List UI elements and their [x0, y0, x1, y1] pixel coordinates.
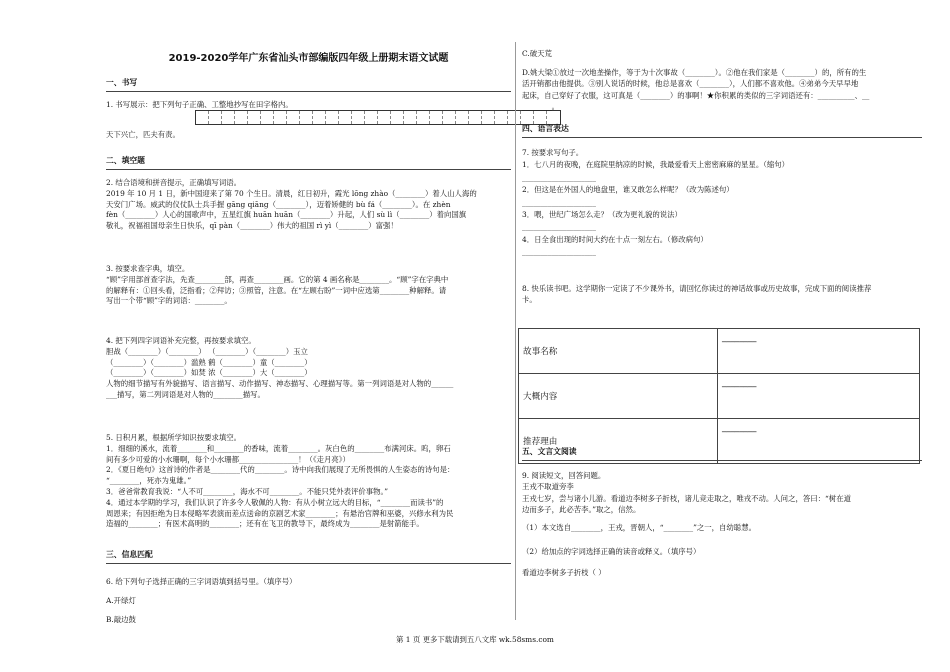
- writing-grid-row: [106, 110, 511, 130]
- row-label: 故事名称: [519, 329, 718, 374]
- question-line: 6. 给下列句子选择正确的三字词语填到括号里。（填序号）: [106, 577, 297, 586]
- question-7: [522, 147, 922, 259]
- option-b: B.敲边鼓: [106, 615, 136, 624]
- question-line: 天安门广场。威武的仪仗队士兵手握 gāng qiāng（________），迈着矫健的 bù fá（________）。在 zhèn: [106, 199, 451, 209]
- question-line: 2019 年 10 月 1 日，新中国迎来了第 70 个生日。清晨，红日初升，霞光 lōng zhào（________）着人山人海的: [106, 188, 477, 198]
- question-2: [106, 178, 511, 232]
- question-line: 1. 书写展示：把下列句子正确、工整地抄写在田字格内。: [106, 100, 293, 109]
- question-line: ___描写，第二列词语是对人物的________描写。: [106, 389, 265, 399]
- page-footer: 第 1 页 更多下载请到五八文库 wk.58sms.com: [396, 635, 554, 644]
- row-value[interactable]: ________: [718, 374, 920, 419]
- question-line: 5. 日积月累，根据所学知识按要求填空。: [106, 433, 242, 442]
- passage-line: 王戎七岁，尝与诸小儿游。看道边李树多子折枝，诸儿竞走取之，唯戎不动。人问之，答曰：“树在道: [522, 493, 851, 503]
- answer-line[interactable]: ____________________: [522, 197, 596, 207]
- question-line: 周恩来；有因拒绝为日本侵略军表演而差点送命的京剧艺术家________；有悬治官牌和巫婆，兴修水利为民: [106, 508, 454, 518]
- question-line: 4．日全食出现的时间大约在十点一刻左右。（修改病句）: [522, 234, 708, 244]
- question-line: 7. 按要求写句子。: [522, 148, 584, 157]
- section-heading-matching: 三、信息匹配: [106, 550, 511, 564]
- row-label: 大概内容: [519, 374, 718, 419]
- question-line: 胆战（________）（________） （________）（________）玉立: [106, 346, 308, 356]
- passage-title: 王戎不取道旁李: [522, 482, 574, 492]
- question-line: “顾”字用部首查字法，先查________部，再查________画。它的第 4 画名称是________。“顾”字在字典中: [106, 274, 449, 284]
- question-line: 9. 阅读短文，回答问题。: [522, 471, 606, 480]
- answer-line[interactable]: ____________________: [522, 222, 596, 232]
- question-line: （________）（________）如焚 浓（________）大（________）: [106, 368, 312, 378]
- question-line: 起床，自己穿好了衣服，这可真是（________）的事啊！★你积累的类似的三字词语还有：__________、__: [522, 90, 870, 100]
- question-line: 造福的________；有医术高明的________；还有在飞卫的教导下，最终成为________是射箭能手。: [106, 519, 424, 529]
- reading-recommendation-card: [518, 328, 920, 464]
- question-line: 写出一个带“顾”字的词语：________。: [106, 296, 232, 306]
- row-value[interactable]: ________: [718, 419, 920, 464]
- question-line: 的解释有：①回头看，泛指看；②拜访；③照管，注意。在“左顾右盼”一词中应选第________种解释。请: [106, 285, 447, 295]
- question-line: 1．细细的溪水，流着________和________的香味，流着________。灰白色的________布满河床。呜，卵石: [106, 443, 451, 453]
- question-line: 4. 把下列四字词语补充完整，再按要求填空。: [106, 336, 256, 345]
- question-line: 1．七八月的夜晚，在庭院里纳凉的时候，我最爱看天上密密麻麻的星星。（缩句）: [522, 160, 790, 170]
- question-5: [106, 433, 511, 530]
- column-divider: [515, 42, 516, 620]
- question-6-continued: [522, 48, 922, 112]
- question-line: 人物的细节描写有外貌描写、语言描写、动作描写、神态描写、心理描写等。第一列词语是对人物的______: [106, 379, 454, 389]
- question-line: 2. 结合语境和拼音提示，正确填写词语。: [106, 178, 242, 187]
- answer-line[interactable]: ____________________: [522, 247, 596, 257]
- option-c: C.破天荒: [522, 49, 552, 58]
- question-line: 3. 按要求查字典，填空。: [106, 264, 190, 273]
- question-line: fèn（________）人心的国歌声中，五星红旗 huān huān（________）升起，人们 sù lì（________）着向国旗: [106, 210, 467, 220]
- spacer: [522, 557, 922, 567]
- section-heading-expression: 四、语言表达: [522, 124, 922, 138]
- question-6: [106, 572, 511, 629]
- question-line: “________，死亦为鬼雄。”: [106, 476, 192, 486]
- section-heading-fill: 二、填空题: [106, 156, 511, 170]
- question-line: 8. 快乐读书吧。这学期你一定读了不少课外书，请回忆你读过的神话故事或历史故事，完成下面的阅读推荐: [522, 284, 872, 293]
- question-line: 敬礼，祝福祖国母亲生日快乐，qī pàn（________）伟大的祖国 rì yì（________）富强！: [106, 221, 398, 231]
- exam-title: 2019-2020学年广东省汕头市部编版四年级上册期末语文试题: [168, 53, 449, 64]
- row-value[interactable]: ________: [718, 329, 920, 374]
- spacer: [522, 533, 922, 546]
- question-line: （________）（________）滥熟 鹤（________）童（________）: [106, 357, 312, 367]
- question-line: 4．通过本学期的学习，我们认识了许多令人敬佩的人物：有从小树立远大的目标，“________而读书”的: [106, 497, 444, 507]
- question-4: [106, 336, 511, 401]
- copy-sentence: 天下兴亡，匹夫有责。: [106, 130, 180, 139]
- question-3: [106, 264, 511, 307]
- table-row: [519, 329, 920, 374]
- question-9: [522, 470, 922, 579]
- question-line: 卡。: [522, 294, 537, 304]
- question-line: 3．爸爸常教育我说：“人不可________，海水不可________。不能只凭外表评价事物。”: [106, 486, 389, 496]
- section-heading-classical: 五、文言文阅读: [522, 447, 922, 461]
- answer-line[interactable]: ____________________: [522, 172, 596, 182]
- question-line: 2．但这是在外国人的地盘里，谁又敢怎么样呢？（改为陈述句）: [522, 185, 734, 195]
- passage-line: 边而多子，此必苦李。”取之，信然。: [522, 505, 641, 515]
- section-heading-writing: 一、书写: [106, 78, 511, 92]
- question-line: 活开销都由他提供。③别人说话的时候，他总是喜欢（________），人们都不喜欢他。④弟弟今天早早地: [522, 79, 859, 89]
- table-row: [519, 374, 920, 419]
- question-line: ________。: [522, 101, 559, 111]
- question-line: 看道边李树多子折枝（ ）: [522, 568, 606, 578]
- question-8: [522, 284, 922, 306]
- row-label: 推荐理由: [519, 419, 718, 464]
- question-line: D.姚大梁①放过一次地垄操作，等于为十次事故（________）。②他在我们家是（________）的，所有的生: [522, 68, 867, 78]
- question-line: 间有多少可爱的小水珊啊，每个小水珊都________________！（《走月亮》）: [106, 454, 350, 464]
- option-a: A.开绿灯: [106, 596, 136, 605]
- question-line: （2）给加点的字词选择正确的读音或释义。（填序号）: [522, 547, 701, 557]
- tianzige-grid[interactable]: [195, 110, 561, 125]
- question-line: 3．喂，世纪广场怎么走？（改为更礼貌的说法）: [522, 210, 682, 220]
- question-line: （1）本文选自________，王戎，晋朝人，“________”之一，自幼聪慧。: [522, 522, 756, 532]
- question-line: 2．《夏日绝句》这首诗的作者是________代的________。诗中向我们展现了无所畏惧的人生姿态的诗句是：: [106, 465, 455, 475]
